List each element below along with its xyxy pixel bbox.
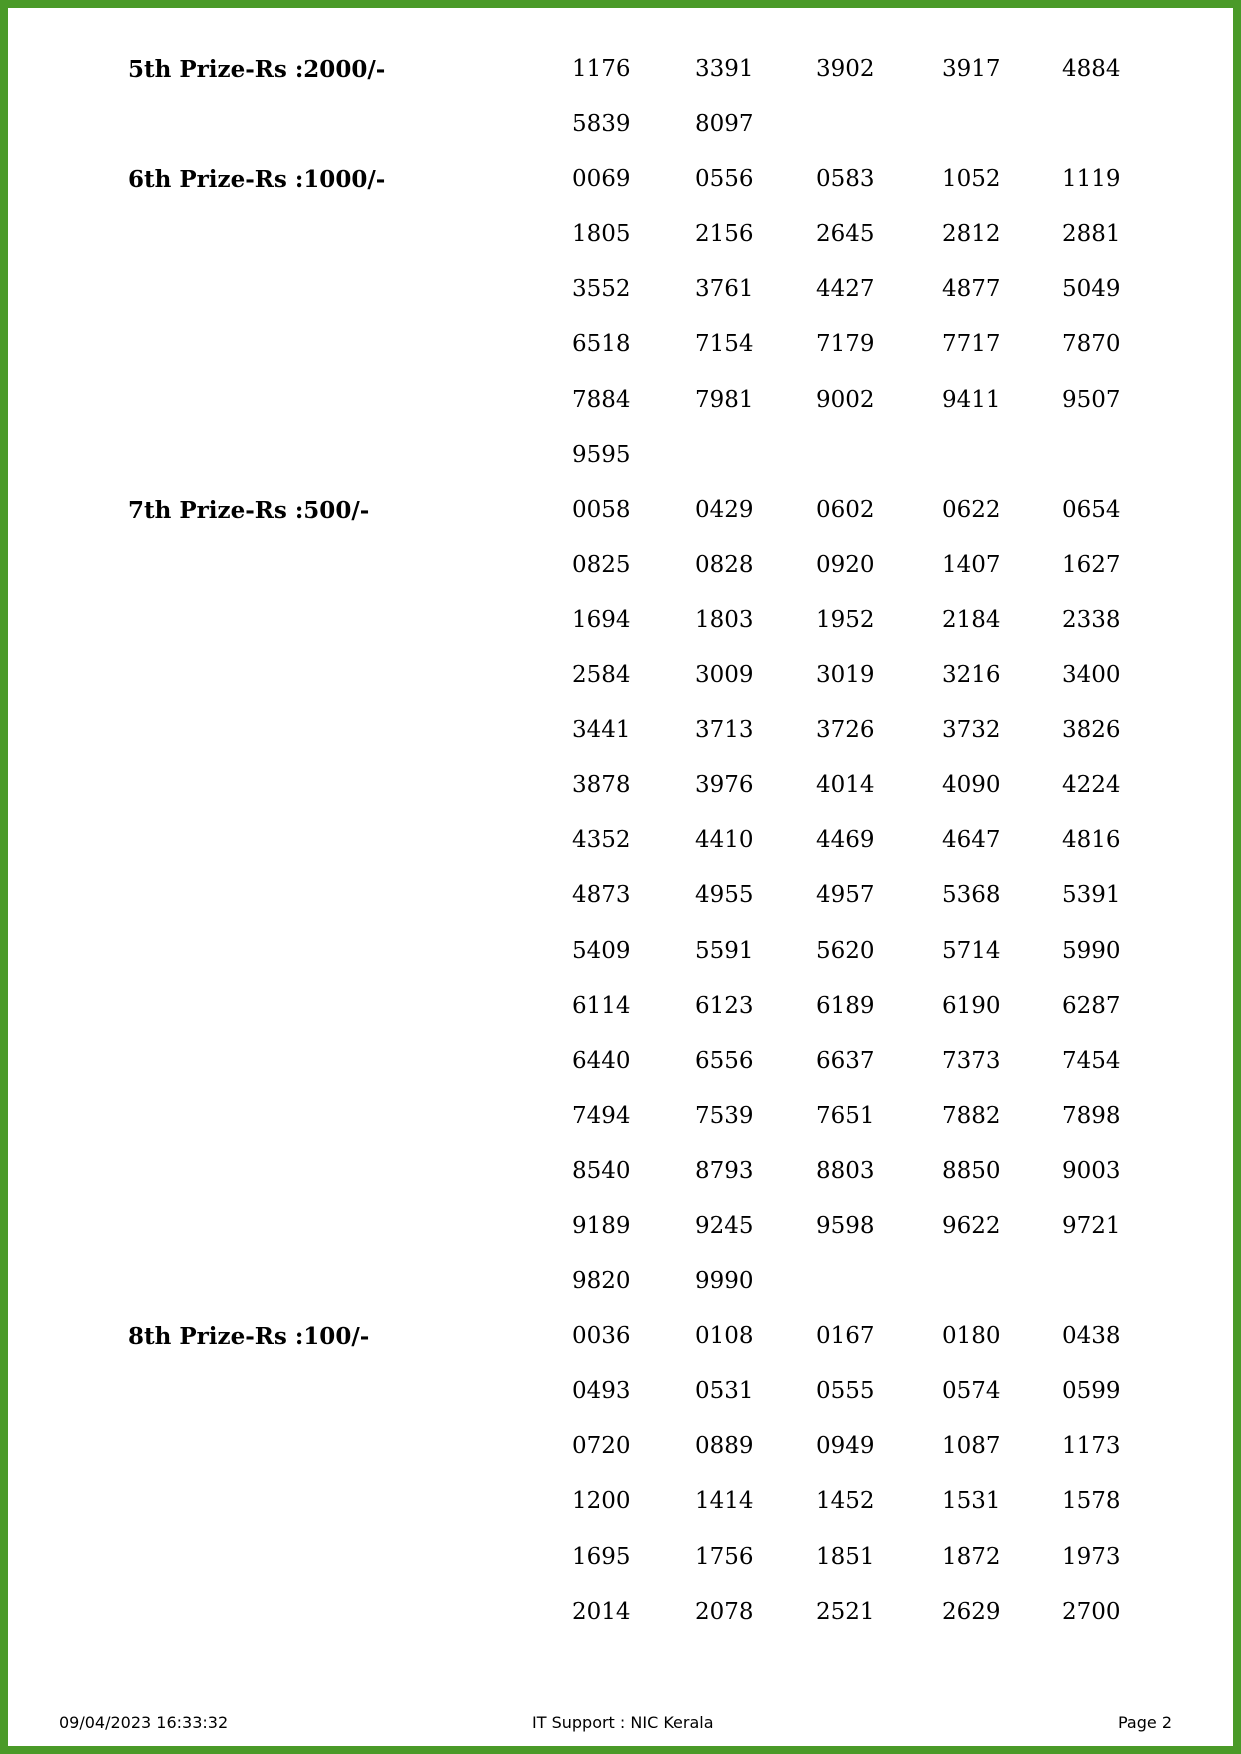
ticket-number: 3552 [572, 276, 631, 303]
prize-row [8, 1310, 1241, 1365]
ticket-number: 5839 [572, 111, 631, 138]
ticket-number: 0556 [695, 166, 754, 193]
prize-label: 8th Prize-Rs :100/- [128, 1323, 370, 1351]
ticket-number: 6114 [572, 992, 631, 1019]
ticket-number: 0036 [572, 1323, 631, 1350]
prize-row [8, 1145, 1241, 1200]
ticket-number: 1627 [1062, 551, 1121, 578]
ticket-number: 6190 [942, 992, 1001, 1019]
ticket-number: 8540 [572, 1157, 631, 1184]
footer-page-number: Page 2 [1118, 1713, 1172, 1732]
prize-row [8, 263, 1241, 318]
ticket-number: 5368 [942, 882, 1001, 909]
ticket-number: 3019 [816, 662, 875, 689]
ticket-number: 2338 [1062, 606, 1121, 633]
ticket-number: 9003 [1062, 1157, 1121, 1184]
ticket-number: 0555 [816, 1378, 875, 1405]
ticket-number: 7717 [942, 331, 1001, 358]
prize-row [8, 1475, 1241, 1530]
ticket-number: 6440 [572, 1047, 631, 1074]
ticket-number: 4957 [816, 882, 875, 909]
ticket-number: 2156 [695, 221, 754, 248]
ticket-number: 6518 [572, 331, 631, 358]
ticket-number: 2078 [695, 1598, 754, 1625]
ticket-number: 1119 [1062, 166, 1121, 193]
ticket-number: 2812 [942, 221, 1001, 248]
ticket-number: 1805 [572, 221, 631, 248]
ticket-number: 6123 [695, 992, 754, 1019]
ticket-number: 1803 [695, 606, 754, 633]
prize-row [8, 374, 1241, 429]
ticket-number: 4427 [816, 276, 875, 303]
ticket-number: 7884 [572, 386, 631, 413]
ticket-number: 8097 [695, 111, 754, 138]
ticket-number: 7454 [1062, 1047, 1121, 1074]
ticket-number: 6287 [1062, 992, 1121, 1019]
ticket-number: 6556 [695, 1047, 754, 1074]
ticket-number: 4410 [695, 827, 754, 854]
ticket-number: 6189 [816, 992, 875, 1019]
prize-row [8, 429, 1241, 484]
ticket-number: 0058 [572, 496, 631, 523]
ticket-number: 8793 [695, 1157, 754, 1184]
ticket-number: 3902 [816, 56, 875, 82]
ticket-number: 9622 [942, 1212, 1001, 1239]
ticket-number: 9595 [572, 441, 631, 468]
ticket-number: 4877 [942, 276, 1001, 303]
ticket-number: 5990 [1062, 937, 1121, 964]
prize-row [8, 1586, 1241, 1641]
ticket-number: 9721 [1062, 1212, 1121, 1239]
ticket-number: 7154 [695, 331, 754, 358]
ticket-number: 0429 [695, 496, 754, 523]
ticket-number: 0889 [695, 1433, 754, 1460]
ticket-number: 2881 [1062, 221, 1121, 248]
prize-row [8, 318, 1241, 373]
ticket-number: 3216 [942, 662, 1001, 689]
ticket-number: 3826 [1062, 717, 1121, 744]
ticket-number: 9245 [695, 1212, 754, 1239]
ticket-number: 7882 [942, 1102, 1001, 1129]
ticket-number: 3400 [1062, 662, 1121, 689]
ticket-number: 0599 [1062, 1378, 1121, 1405]
ticket-number: 4816 [1062, 827, 1121, 854]
ticket-number: 2584 [572, 662, 631, 689]
ticket-number: 1973 [1062, 1543, 1121, 1570]
ticket-number: 9820 [572, 1268, 631, 1295]
ticket-number: 1087 [942, 1433, 1001, 1460]
prize-row [8, 1035, 1241, 1090]
ticket-number: 3726 [816, 717, 875, 744]
ticket-number: 7539 [695, 1102, 754, 1129]
prize-row [8, 869, 1241, 924]
ticket-number: 1200 [572, 1488, 631, 1515]
ticket-number: 0180 [942, 1323, 1001, 1350]
ticket-number: 7981 [695, 386, 754, 413]
ticket-number: 9189 [572, 1212, 631, 1239]
prize-row [8, 1255, 1241, 1310]
footer-support: IT Support : NIC Kerala [532, 1713, 714, 1732]
ticket-number: 0828 [695, 551, 754, 578]
ticket-number: 5591 [695, 937, 754, 964]
ticket-number: 0622 [942, 496, 1001, 523]
prize-row [8, 814, 1241, 869]
ticket-number: 3976 [695, 772, 754, 799]
prize-row [8, 594, 1241, 649]
prize-row [8, 704, 1241, 759]
ticket-number: 2700 [1062, 1598, 1121, 1625]
prize-row [8, 925, 1241, 980]
footer-datetime: 09/04/2023 16:33:32 [59, 1713, 229, 1732]
ticket-number: 5409 [572, 937, 631, 964]
prize-row [8, 759, 1241, 814]
ticket-number: 1872 [942, 1543, 1001, 1570]
ticket-number: 5391 [1062, 882, 1121, 909]
ticket-number: 4469 [816, 827, 875, 854]
ticket-number: 7179 [816, 331, 875, 358]
ticket-number: 3878 [572, 772, 631, 799]
ticket-number: 1173 [1062, 1433, 1121, 1460]
ticket-number: 1052 [942, 166, 1001, 193]
ticket-number: 1756 [695, 1543, 754, 1570]
ticket-number: 0825 [572, 551, 631, 578]
prize-row [8, 1090, 1241, 1145]
ticket-number: 1452 [816, 1488, 875, 1515]
ticket-number: 0108 [695, 1323, 754, 1350]
ticket-number: 1407 [942, 551, 1001, 578]
ticket-number: 7898 [1062, 1102, 1121, 1129]
ticket-number: 0949 [816, 1433, 875, 1460]
ticket-number: 2645 [816, 221, 875, 248]
ticket-number: 0602 [816, 496, 875, 523]
ticket-number: 9990 [695, 1268, 754, 1295]
ticket-number: 7870 [1062, 331, 1121, 358]
ticket-number: 1578 [1062, 1488, 1121, 1515]
prize-row [8, 1365, 1241, 1420]
prize-row [8, 1200, 1241, 1255]
ticket-number: 7494 [572, 1102, 631, 1129]
ticket-number: 1695 [572, 1543, 631, 1570]
ticket-number: 2521 [816, 1598, 875, 1625]
ticket-number: 6637 [816, 1047, 875, 1074]
ticket-number: 9598 [816, 1212, 875, 1239]
prize-row [8, 484, 1241, 539]
ticket-number: 2184 [942, 606, 1001, 633]
prize-label: 7th Prize-Rs :500/- [128, 496, 370, 524]
ticket-number: 5714 [942, 937, 1001, 964]
ticket-number: 1694 [572, 606, 631, 633]
ticket-number: 5049 [1062, 276, 1121, 303]
prize-label: 5th Prize-Rs :2000/- [128, 56, 386, 83]
prize-sections [8, 43, 1241, 1641]
ticket-number: 8803 [816, 1157, 875, 1184]
prize-label: 6th Prize-Rs :1000/- [128, 166, 386, 194]
ticket-number: 0493 [572, 1378, 631, 1405]
ticket-number: 3009 [695, 662, 754, 689]
ticket-number: 0531 [695, 1378, 754, 1405]
ticket-number: 0167 [816, 1323, 875, 1350]
ticket-number: 2014 [572, 1598, 631, 1625]
prize-row [8, 208, 1241, 263]
ticket-number: 0574 [942, 1378, 1001, 1405]
ticket-number: 8850 [942, 1157, 1001, 1184]
ticket-number: 3713 [695, 717, 754, 744]
ticket-number: 5620 [816, 937, 875, 964]
ticket-number: 2629 [942, 1598, 1001, 1625]
ticket-number: 7651 [816, 1102, 875, 1129]
ticket-number: 0069 [572, 166, 631, 193]
ticket-number: 3441 [572, 717, 631, 744]
prize-row [8, 98, 1241, 153]
ticket-number: 7373 [942, 1047, 1001, 1074]
ticket-number: 4352 [572, 827, 631, 854]
ticket-number: 4647 [942, 827, 1001, 854]
ticket-number: 1414 [695, 1488, 754, 1515]
ticket-number: 4884 [1062, 56, 1121, 82]
prize-row [8, 539, 1241, 594]
prize-row [8, 43, 1241, 98]
prize-row [8, 649, 1241, 704]
ticket-number: 1851 [816, 1543, 875, 1570]
ticket-number: 3391 [695, 56, 754, 82]
ticket-number: 1176 [572, 56, 631, 82]
ticket-number: 0438 [1062, 1323, 1121, 1350]
prize-row [8, 980, 1241, 1035]
ticket-number: 0583 [816, 166, 875, 193]
ticket-number: 3761 [695, 276, 754, 303]
ticket-number: 1531 [942, 1488, 1001, 1515]
ticket-number: 9002 [816, 386, 875, 413]
ticket-number: 0720 [572, 1433, 631, 1460]
ticket-number: 4090 [942, 772, 1001, 799]
ticket-number: 4014 [816, 772, 875, 799]
prize-row [8, 153, 1241, 208]
ticket-number: 3732 [942, 717, 1001, 744]
ticket-number: 9411 [942, 386, 1001, 413]
ticket-number: 9507 [1062, 386, 1121, 413]
ticket-number: 3917 [942, 56, 1001, 82]
ticket-number: 0920 [816, 551, 875, 578]
ticket-number: 4955 [695, 882, 754, 909]
ticket-number: 4224 [1062, 772, 1121, 799]
ticket-number: 0654 [1062, 496, 1121, 523]
prize-row [8, 1531, 1241, 1586]
ticket-number: 1952 [816, 606, 875, 633]
prize-row [8, 1420, 1241, 1475]
ticket-number: 4873 [572, 882, 631, 909]
